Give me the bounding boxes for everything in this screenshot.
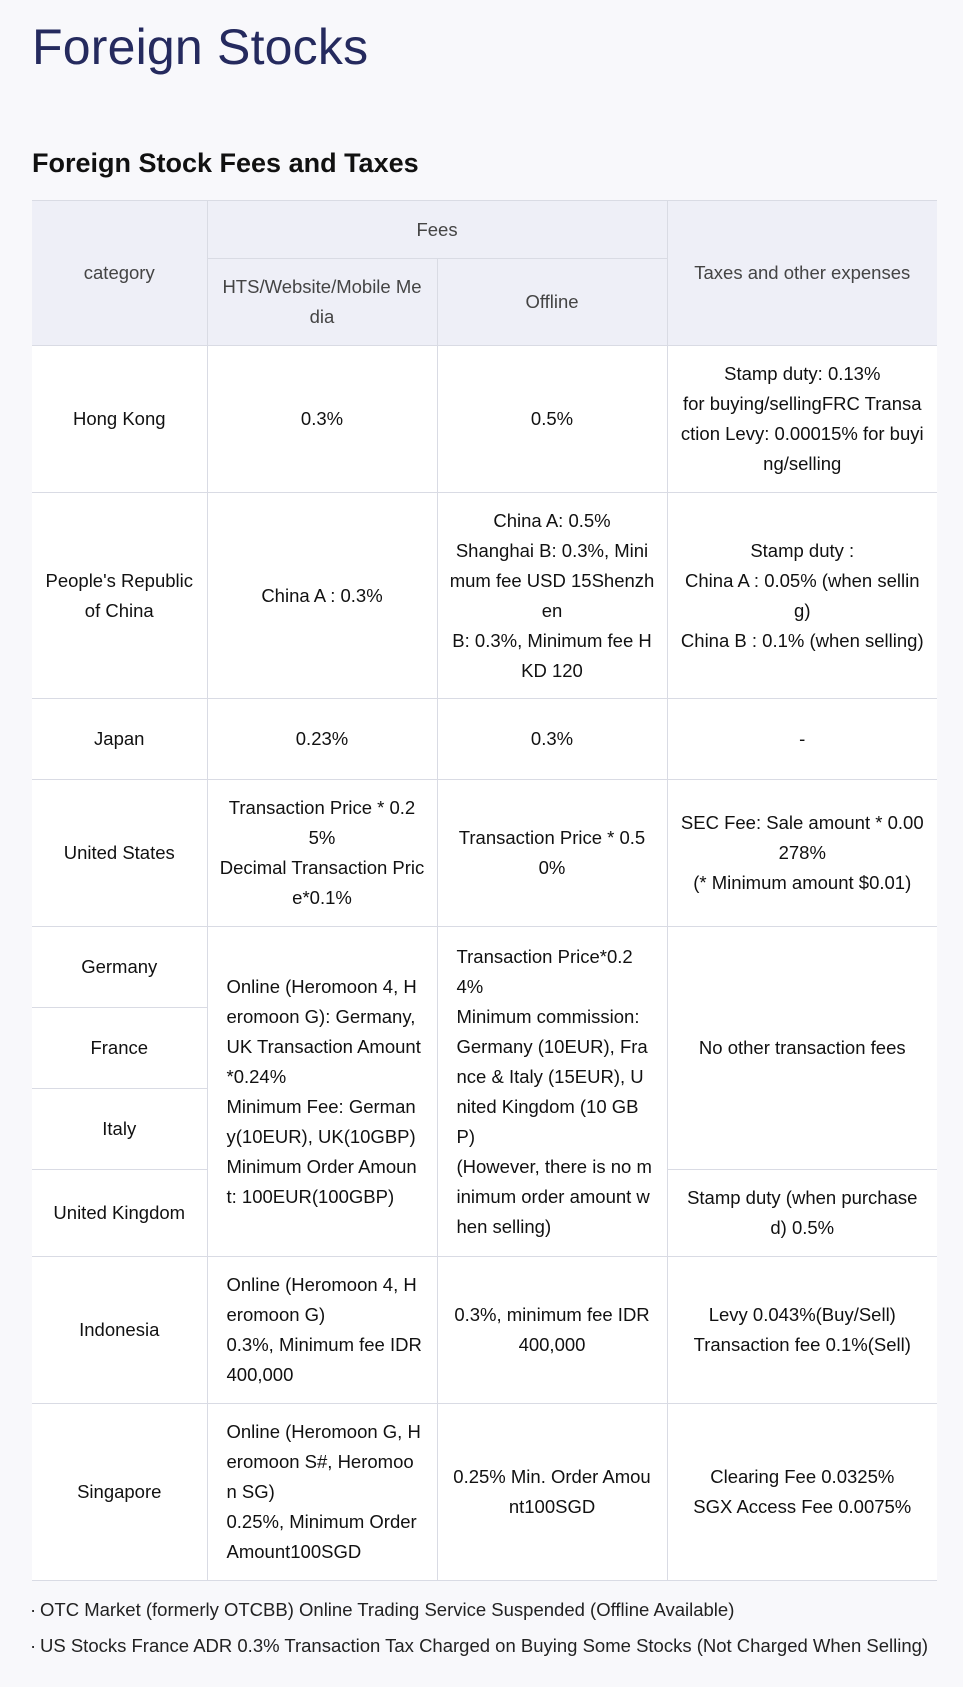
taxes-cell: Stamp duty (when purchased) 0.5% <box>667 1170 937 1257</box>
header-fees: Fees <box>207 201 667 259</box>
header-online: HTS/Website/Mobile Media <box>207 259 437 346</box>
fees-table <box>32 200 937 1581</box>
online-fee-cell: Transaction Price * 0.25% Decimal Transaction Price*0.1% <box>207 780 437 927</box>
note-text: OTC Market (formerly OTCBB) Online Trading Service Suspended (Offline Available) <box>40 1599 735 1620</box>
taxes-cell: Stamp duty : China A : 0.05% (when selling) China B : 0.1% (when selling) <box>667 493 937 699</box>
online-fee-cell: 0.23% <box>207 699 437 780</box>
offline-fee-cell: 0.25% Min. Order Amount100SGD <box>437 1404 667 1581</box>
category-cell: United States <box>32 780 207 927</box>
online-fee-cell: 0.3% <box>207 346 437 493</box>
table-row <box>32 927 937 1008</box>
table-row <box>32 1404 937 1581</box>
table-row <box>32 780 937 927</box>
category-cell: Singapore <box>32 1404 207 1581</box>
online-fee-cell: Online (Heromoon 4, Heromoon G) 0.3%, Minimum fee IDR 400,000 <box>207 1257 437 1404</box>
category-cell: France <box>32 1008 207 1089</box>
note-text: US Stocks France ADR 0.3% Transaction Tax Charged on Buying Some Stocks (Not Charged When Selling) <box>40 1635 929 1656</box>
page-title: Foreign Stocks <box>32 19 369 75</box>
table-row <box>32 1257 937 1404</box>
category-cell: Hong Kong <box>32 346 207 493</box>
header-offline: Offline <box>437 259 667 346</box>
note-item <box>30 1596 928 1632</box>
table-row <box>32 493 937 699</box>
section-title: Foreign Stock Fees and Taxes <box>32 148 419 178</box>
notes-list <box>30 1596 928 1668</box>
offline-fee-cell: 0.3% <box>437 699 667 780</box>
header-category: category <box>32 201 207 346</box>
taxes-cell: Levy 0.043%(Buy/Sell) Transaction fee 0.1%(Sell) <box>667 1257 937 1404</box>
offline-fee-cell: China A: 0.5% Shanghai B: 0.3%, Minimum fee USD 15Shenzhen B: 0.3%, Minimum fee HKD 120 <box>437 493 667 699</box>
category-cell: People's Republic of China <box>32 493 207 699</box>
bullet-icon: · <box>30 1635 37 1656</box>
offline-fee-cell: 0.5% <box>437 346 667 493</box>
category-cell: Indonesia <box>32 1257 207 1404</box>
taxes-cell: Clearing Fee 0.0325% SGX Access Fee 0.0075% <box>667 1404 937 1581</box>
online-fee-cell: China A : 0.3% <box>207 493 437 699</box>
taxes-cell: Stamp duty: 0.13% for buying/sellingFRC Transaction Levy: 0.00015% for buying/selling <box>667 346 937 493</box>
online-fee-cell: Online (Heromoon 4, Heromoon G): Germany, UK Transaction Amount*0.24% Minimum Fee: Germany(10EUR), UK(10GBP) Minimum Order Amount: 100EUR(100GBP) <box>207 927 437 1257</box>
header-taxes: Taxes and other expenses <box>667 201 937 346</box>
taxes-cell: No other transaction fees <box>667 927 937 1170</box>
bullet-icon: · <box>30 1599 37 1620</box>
taxes-cell: SEC Fee: Sale amount * 0.00278% (* Minimum amount $0.01) <box>667 780 937 927</box>
table-row <box>32 346 937 493</box>
table-row <box>32 699 937 780</box>
offline-fee-cell: Transaction Price*0.24% Minimum commission: Germany (10EUR), France & Italy (15EUR), United Kingdom (10 GBP) (However, there is no minimum order amount when selling) <box>437 927 667 1257</box>
category-cell: Italy <box>32 1089 207 1170</box>
online-fee-cell: Online (Heromoon G, Heromoon S#, Heromoon SG) 0.25%, Minimum Order Amount100SGD <box>207 1404 437 1581</box>
offline-fee-cell: 0.3%, minimum fee IDR 400,000 <box>437 1257 667 1404</box>
category-cell: Japan <box>32 699 207 780</box>
offline-fee-cell: Transaction Price * 0.50% <box>437 780 667 927</box>
category-cell: United Kingdom <box>32 1170 207 1257</box>
note-item <box>30 1632 928 1668</box>
taxes-cell: - <box>667 699 937 780</box>
category-cell: Germany <box>32 927 207 1008</box>
